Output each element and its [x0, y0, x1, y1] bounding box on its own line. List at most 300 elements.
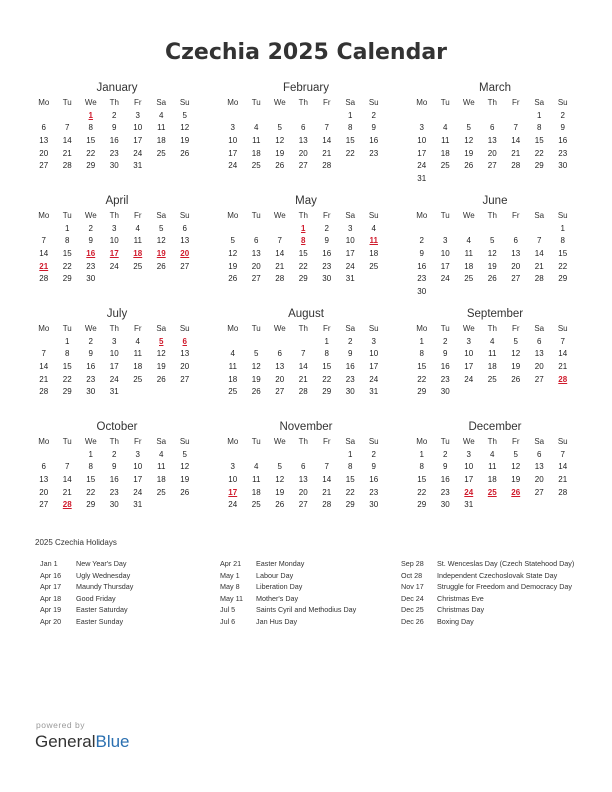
day-cell: 26 [464, 161, 474, 171]
day-cell: 23 [86, 374, 96, 384]
weekday-header: Th [109, 98, 119, 107]
day-cell: 24 [109, 261, 119, 271]
holiday-day: 25 [487, 487, 497, 497]
day-cell: 19 [251, 374, 261, 384]
day-cell: 1 [560, 223, 565, 233]
day-cell: 14 [322, 475, 332, 485]
day-grid [221, 323, 385, 399]
day-cell: 20 [487, 148, 497, 158]
empty-cell [32, 449, 56, 462]
day-cell: 23 [109, 487, 119, 497]
empty-cell [292, 336, 316, 349]
day-cell: 30 [440, 500, 450, 510]
empty-cell [434, 223, 458, 236]
day-cell: 5 [159, 223, 164, 233]
day-cell: 5 [513, 449, 518, 459]
weekday-header: We [273, 211, 286, 220]
weekday-header: Fr [133, 437, 142, 446]
holiday-item [40, 616, 210, 628]
weekday-header: Mo [416, 98, 428, 107]
empty-cell [481, 223, 505, 236]
day-cell: 18 [464, 261, 474, 271]
day-cell: 27 [275, 387, 285, 397]
day-cell: 27 [298, 161, 308, 171]
month-name: September [466, 308, 524, 320]
brand-blue: Blue [95, 732, 130, 751]
day-cell: 23 [440, 487, 450, 497]
month-august [221, 306, 385, 419]
day-cell: 24 [369, 374, 379, 384]
day-cell: 12 [251, 362, 261, 372]
day-cell: 16 [369, 475, 379, 485]
day-cell: 8 [65, 349, 70, 359]
day-cell: 21 [322, 148, 332, 158]
day-cell: 18 [133, 362, 143, 372]
month-february [221, 80, 385, 193]
day-grid [221, 210, 385, 286]
weekday-header: Th [298, 211, 308, 220]
day-cell: 25 [369, 261, 379, 271]
month-name: January [96, 82, 138, 94]
day-cell: 24 [109, 374, 119, 384]
holiday-item [220, 604, 390, 616]
day-cell: 11 [157, 462, 166, 472]
day-cell: 11 [441, 136, 450, 146]
day-cell: 1 [348, 449, 353, 459]
holiday-date: May 1 [220, 570, 240, 580]
day-cell: 4 [490, 336, 495, 346]
weekday-header: Mo [38, 98, 50, 107]
month-june [410, 193, 574, 306]
month-name: March [479, 82, 511, 94]
day-cell: 12 [180, 462, 190, 472]
holiday-name: Good Friday [76, 593, 116, 603]
day-cell: 15 [62, 249, 72, 259]
day-cell: 2 [348, 336, 353, 346]
day-cell: 8 [419, 462, 424, 472]
day-cell: 25 [464, 274, 474, 284]
day-cell: 14 [39, 249, 49, 259]
weekday-header: Sa [345, 98, 356, 107]
weekday-header: Tu [62, 437, 72, 446]
day-cell: 15 [534, 136, 544, 146]
holiday-date: Apr 21 [220, 559, 242, 568]
holiday-date: May 11 [220, 593, 244, 603]
holiday-day: 1 [301, 223, 306, 233]
brand-logo[interactable] [35, 732, 130, 752]
holiday-day: 19 [156, 249, 166, 259]
day-cell: 16 [345, 362, 355, 372]
empty-cell [410, 110, 434, 123]
day-cell: 31 [417, 174, 427, 184]
day-grid [410, 436, 574, 512]
day-cell: 6 [301, 462, 306, 472]
day-cell: 22 [62, 261, 72, 271]
day-cell: 17 [133, 136, 143, 146]
weekday-header: Tu [62, 211, 72, 220]
day-cell: 29 [417, 387, 427, 397]
empty-cell [457, 223, 481, 236]
day-cell: 22 [345, 487, 355, 497]
day-cell: 12 [511, 462, 521, 472]
weekday-header: Su [368, 98, 379, 107]
day-cell: 23 [86, 261, 96, 271]
empty-cell [268, 223, 292, 236]
day-cell: 2 [371, 110, 376, 120]
day-cell: 6 [490, 123, 495, 133]
day-cell: 7 [301, 349, 306, 359]
day-cell: 19 [156, 362, 166, 372]
holiday-name: Labour Day [256, 570, 294, 580]
day-cell: 8 [560, 236, 565, 246]
weekday-header: Tu [251, 211, 261, 220]
day-cell: 30 [109, 500, 119, 510]
day-cell: 10 [109, 349, 119, 359]
weekday-header: Fr [511, 324, 520, 333]
empty-cell [245, 110, 269, 123]
weekday-header: Fr [133, 324, 142, 333]
day-cell: 10 [440, 249, 450, 259]
day-cell: 15 [417, 362, 427, 372]
day-cell: 6 [301, 123, 306, 133]
holiday-name: Independent Czechoslovak State Day [437, 570, 558, 580]
day-cell: 21 [322, 487, 332, 497]
day-cell: 13 [39, 136, 49, 146]
day-cell: 2 [88, 336, 93, 346]
day-cell: 10 [133, 462, 143, 472]
day-cell: 22 [534, 148, 544, 158]
day-cell: 3 [230, 123, 235, 133]
day-cell: 9 [560, 123, 565, 133]
day-cell: 12 [228, 249, 238, 259]
day-cell: 3 [466, 449, 471, 459]
day-cell: 19 [464, 148, 474, 158]
day-cell: 4 [159, 449, 164, 459]
day-cell: 8 [419, 349, 424, 359]
day-cell: 2 [419, 236, 424, 246]
day-cell: 21 [534, 261, 544, 271]
day-cell: 27 [534, 374, 544, 384]
day-cell: 16 [440, 475, 450, 485]
holiday-item [401, 558, 576, 570]
day-cell: 29 [298, 274, 308, 284]
day-cell: 7 [41, 236, 46, 246]
day-cell: 7 [324, 123, 329, 133]
day-cell: 1 [419, 336, 424, 346]
weekday-header: We [462, 211, 475, 220]
day-cell: 8 [537, 123, 542, 133]
weekday-header: Su [368, 211, 379, 220]
day-cell: 27 [534, 487, 544, 497]
day-cell: 20 [298, 148, 308, 158]
day-cell: 4 [371, 223, 376, 233]
day-cell: 7 [277, 236, 282, 246]
day-cell: 6 [41, 462, 46, 472]
weekday-header: Mo [227, 98, 239, 107]
day-cell: 29 [322, 387, 332, 397]
day-cell: 2 [443, 336, 448, 346]
holiday-day: 5 [159, 336, 164, 346]
empty-cell [56, 110, 80, 123]
weekday-header: We [84, 211, 97, 220]
weekday-header: Sa [345, 324, 356, 333]
day-cell: 11 [252, 475, 261, 485]
holiday-date: Oct 28 [401, 570, 423, 580]
holiday-day: 18 [133, 249, 143, 259]
day-cell: 26 [275, 161, 285, 171]
day-cell: 16 [86, 362, 96, 372]
day-cell: 14 [558, 349, 568, 359]
day-cell: 28 [511, 161, 521, 171]
day-cell: 3 [112, 336, 117, 346]
day-cell: 18 [251, 148, 261, 158]
weekday-header: We [84, 98, 97, 107]
day-cell: 28 [298, 387, 308, 397]
holiday-item [401, 616, 576, 628]
month-name: May [295, 195, 317, 207]
day-cell: 11 [488, 349, 497, 359]
month-november [221, 419, 385, 532]
holiday-day: 1 [88, 110, 93, 120]
weekday-header: Th [487, 98, 497, 107]
day-cell: 3 [466, 336, 471, 346]
day-cell: 14 [62, 475, 72, 485]
holiday-day: 17 [228, 487, 238, 497]
weekday-header: Tu [440, 437, 450, 446]
holiday-item [40, 604, 210, 616]
day-cell: 12 [487, 249, 497, 259]
day-grid [32, 97, 196, 173]
weekday-header: Mo [38, 324, 50, 333]
weekday-header: Su [368, 324, 379, 333]
weekday-header: Sa [534, 98, 545, 107]
day-cell: 22 [86, 148, 96, 158]
day-cell: 28 [322, 500, 332, 510]
day-cell: 7 [537, 236, 542, 246]
day-cell: 2 [88, 223, 93, 233]
empty-cell [410, 223, 434, 236]
empty-cell [481, 110, 505, 123]
empty-cell [221, 336, 245, 349]
day-cell: 11 [157, 123, 166, 133]
day-cell: 12 [156, 349, 166, 359]
day-cell: 5 [182, 449, 187, 459]
day-cell: 25 [133, 374, 143, 384]
day-cell: 4 [443, 123, 448, 133]
day-cell: 14 [534, 249, 544, 259]
day-cell: 2 [324, 223, 329, 233]
day-cell: 13 [180, 236, 190, 246]
day-cell: 25 [228, 387, 238, 397]
empty-cell [221, 223, 245, 236]
weekday-header: Th [298, 437, 308, 446]
day-cell: 22 [86, 487, 96, 497]
day-cell: 9 [112, 123, 117, 133]
day-cell: 11 [252, 136, 261, 146]
months-grid [32, 80, 584, 532]
holiday-name: Jan Hus Day [256, 616, 298, 626]
day-cell: 24 [440, 274, 450, 284]
holiday-date: Nov 17 [401, 582, 424, 591]
month-name: April [105, 195, 129, 207]
day-cell: 5 [513, 336, 518, 346]
weekday-header: Th [298, 324, 308, 333]
holiday-day: 21 [39, 261, 49, 271]
day-cell: 26 [228, 274, 238, 284]
day-cell: 26 [156, 261, 166, 271]
weekday-header: Th [487, 437, 497, 446]
weekday-header: Th [487, 324, 497, 333]
weekday-header: Mo [227, 324, 239, 333]
day-cell: 13 [487, 136, 497, 146]
day-cell: 20 [534, 362, 544, 372]
day-cell: 15 [417, 475, 427, 485]
holiday-name: Struggle for Freedom and Democracy Day [437, 582, 573, 591]
day-cell: 3 [371, 336, 376, 346]
day-cell: 4 [466, 236, 471, 246]
day-cell: 13 [275, 362, 285, 372]
day-cell: 23 [345, 374, 355, 384]
empty-cell [315, 449, 339, 462]
weekday-header: Fr [322, 324, 331, 333]
day-cell: 24 [133, 487, 143, 497]
day-cell: 20 [39, 487, 49, 497]
day-cell: 16 [369, 136, 379, 146]
day-cell: 9 [443, 349, 448, 359]
day-cell: 11 [133, 236, 142, 246]
weekday-header: Tu [440, 211, 450, 220]
day-cell: 20 [275, 374, 285, 384]
day-cell: 27 [180, 261, 190, 271]
day-cell: 4 [135, 223, 140, 233]
empty-cell [56, 449, 80, 462]
day-cell: 24 [133, 148, 143, 158]
weekday-header: We [84, 437, 97, 446]
weekday-header: Fr [511, 98, 520, 107]
month-name: November [279, 421, 333, 433]
month-september [410, 306, 574, 419]
day-cell: 7 [560, 449, 565, 459]
empty-cell [32, 223, 56, 236]
day-cell: 31 [464, 500, 474, 510]
holiday-day: 28 [62, 500, 72, 510]
holiday-day: 6 [182, 336, 187, 346]
weekday-header: Mo [416, 437, 428, 446]
day-cell: 14 [275, 249, 285, 259]
day-cell: 17 [464, 475, 474, 485]
day-cell: 4 [159, 110, 164, 120]
day-cell: 12 [156, 236, 166, 246]
day-cell: 15 [86, 475, 96, 485]
holiday-day: 26 [511, 487, 521, 497]
day-cell: 13 [534, 462, 544, 472]
day-cell: 6 [277, 349, 282, 359]
day-cell: 4 [254, 123, 259, 133]
day-cell: 27 [298, 500, 308, 510]
day-cell: 23 [109, 148, 119, 158]
weekday-header: We [273, 98, 286, 107]
day-cell: 29 [345, 500, 355, 510]
day-cell: 23 [369, 148, 379, 158]
day-cell: 22 [417, 487, 427, 497]
day-cell: 13 [251, 249, 261, 259]
holiday-day: 16 [86, 249, 96, 259]
month-april [32, 193, 196, 306]
holiday-date: Apr 20 [40, 616, 62, 626]
day-cell: 6 [254, 236, 259, 246]
holiday-item [220, 593, 390, 605]
day-cell: 29 [534, 161, 544, 171]
day-cell: 12 [511, 349, 521, 359]
day-cell: 14 [558, 462, 568, 472]
day-cell: 21 [39, 374, 49, 384]
day-cell: 30 [109, 161, 119, 171]
day-cell: 20 [534, 475, 544, 485]
day-cell: 30 [440, 387, 450, 397]
month-name: June [482, 195, 508, 207]
day-cell: 15 [322, 362, 332, 372]
day-cell: 13 [180, 349, 190, 359]
weekday-header: Fr [511, 437, 520, 446]
day-cell: 13 [534, 349, 544, 359]
holiday-item [40, 570, 210, 582]
day-cell: 19 [275, 487, 285, 497]
day-cell: 10 [228, 475, 238, 485]
day-cell: 19 [275, 148, 285, 158]
holiday-date: Apr 17 [40, 582, 62, 591]
day-cell: 2 [560, 110, 565, 120]
day-cell: 26 [180, 148, 190, 158]
weekday-header: Sa [534, 437, 545, 446]
day-cell: 21 [298, 374, 308, 384]
day-cell: 1 [65, 223, 70, 233]
day-cell: 13 [511, 249, 521, 259]
holiday-name: New Year's Day [76, 559, 127, 568]
day-grid [410, 97, 574, 186]
day-cell: 10 [464, 349, 474, 359]
day-cell: 15 [345, 475, 355, 485]
day-cell: 9 [443, 462, 448, 472]
day-cell: 21 [275, 261, 285, 271]
day-cell: 16 [109, 475, 119, 485]
day-cell: 9 [88, 236, 93, 246]
empty-cell [245, 223, 269, 236]
day-cell: 19 [487, 261, 497, 271]
holiday-item [401, 570, 576, 582]
day-cell: 25 [251, 161, 261, 171]
day-cell: 18 [440, 148, 450, 158]
day-cell: 24 [228, 161, 238, 171]
empty-cell [315, 110, 339, 123]
weekday-header: Tu [251, 98, 261, 107]
month-december [410, 419, 574, 532]
weekday-header: Mo [416, 211, 428, 220]
month-july [32, 306, 196, 419]
month-name: February [282, 82, 330, 94]
day-grid [32, 436, 196, 512]
weekday-header: Mo [227, 211, 239, 220]
day-cell: 6 [41, 123, 46, 133]
day-cell: 19 [511, 475, 521, 485]
day-cell: 11 [228, 362, 237, 372]
day-cell: 17 [369, 362, 379, 372]
day-cell: 7 [324, 462, 329, 472]
holiday-day: 20 [180, 249, 190, 259]
holiday-day: 17 [109, 249, 119, 259]
day-cell: 26 [180, 487, 190, 497]
day-cell: 30 [417, 287, 427, 297]
day-cell: 30 [558, 161, 568, 171]
